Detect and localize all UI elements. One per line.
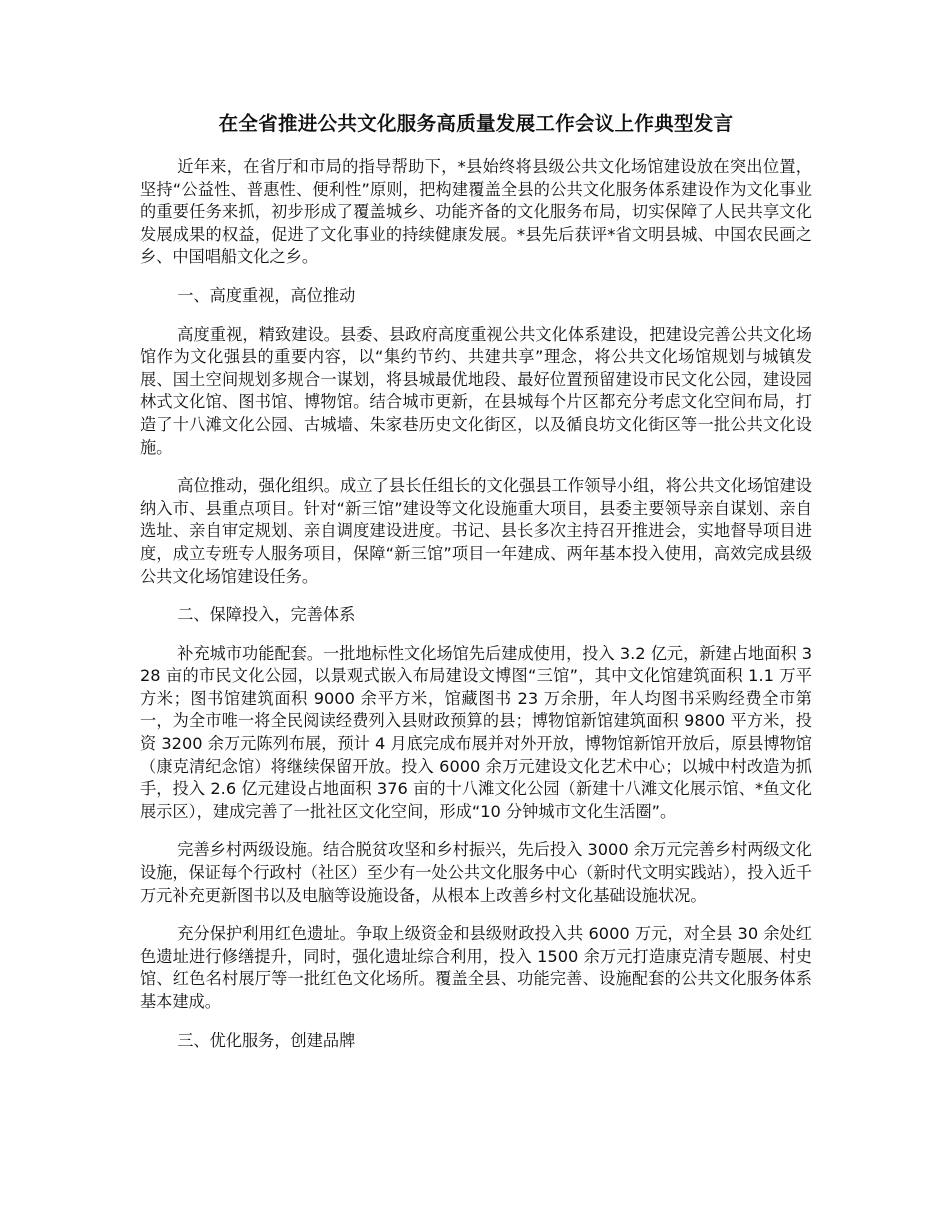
section-heading-2: 二、保障投入，完善体系: [177, 605, 356, 625]
intro-paragraph: 近年来，在省厅和市局的指导帮助下，*县始终将县级公共文化场馆建设放在突出位置，坚持“公益性、普惠性、便利性”原则，把构建覆盖全县的公共文化服务体系建设作为文化事业的重要任务来抓，初步形成了覆盖城乡、功能齐备的文化服务布局，切实保障了人民共享文化发展成果的权益，促进了文化事业的持续健康发展。*县先后获评*省文明县城、中国农民画之乡、中国唱船文化之乡。: [140, 157, 812, 267]
section-heading-1: 一、高度重视，高位推动: [177, 285, 356, 305]
section-heading-3: 三、优化服务，创建品牌: [177, 1030, 356, 1050]
section1-paragraph-2: 高位推动，强化组织。成立了县长任组长的文化强县工作领导小组，将公共文化场馆建设纳入市、县重点项目。针对“新三馆”建设等文化设施重大项目，县委主要领导亲自谋划、亲自选址、亲自审定规划、亲自调度建设进度。书记、县长多次主持召开推进会，实地督导项目进度，成立专班专人服务项目，保障“新三馆”项目一年建成、两年基本投入使用，高效完成县级公共文化场馆建设任务。: [140, 476, 812, 586]
document-page: [140, 110, 812, 1068]
document-title: 在全省推进公共文化服务高质量发展工作会议上作典型发言: [218, 112, 734, 135]
section2-paragraph-3: 充分保护利用红色遗址。争取上级资金和县级财政投入共 6000 万元，对全县 30 余处红色遗址进行修缮提升，同时，强化遗址综合利用，投入 1500 余万元打造康克清专题展、村史馆、红色名村展厅等一批红色文化场所。覆盖全县、功能完善、设施配套的公共文化服务体系基本建成。: [140, 924, 812, 1011]
section1-paragraph-1: 高度重视，精致建设。县委、县政府高度重视公共文化体系建设，把建设完善公共文化场馆作为文化强县的重要内容，以“集约节约、共建共享”理念，将公共文化场馆规划与城镇发展、国土空间规划多规合一谋划，将县城最优地段、最好位置预留建设市民文化公园，建设园林式文化馆、图书馆、博物馆。结合城市更新，在县城每个片区都充分考虑文化空间布局，打造了十八滩文化公园、古城墙、朱家巷历史文化街区，以及循良坊文化街区等一批公共文化设施。: [140, 324, 812, 457]
section2-paragraph-2: 完善乡村两级设施。结合脱贫攻坚和乡村振兴，先后投入 3000 余万元完善乡村两级文化设施，保证每个行政村（社区）至少有一处公共文化服务中心（新时代文明实践站），投入近千万元补充更新图书以及电脑等设施设备，从根本上改善乡村文化基础设施状况。: [140, 840, 812, 905]
section2-paragraph-1: 补充城市功能配套。一批地标性文化场馆先后建成使用，投入 3.2 亿元，新建占地面积 328 亩的市民文化公园，以景观式嵌入布局建设文博图“三馆”，其中文化馆建筑面积 1.1 万平方米；图书馆建筑面积 9000 余平方米，馆藏图书 23 万余册，年人均图书采购经费全市第一，为全市唯一将全民阅读经费列入县财政预算的县；博物馆新馆建筑面积 9800 平方米，投资 3200 余万元陈列布展，预计 4 月底完成布展并对外开放，博物馆新馆开放后，原县博物馆（康克清纪念馆）将继续保留开放。投入 6000 余万元建设文化艺术中心；以城中村改造为抓手，投入 2.6 亿元建设占地面积 376 亩的十八滩文化公园（新建十八滩文化展示馆、*鱼文化展示区），建成完善了一批社区文化空间，形成“10 分钟城市文化生活圈”。: [140, 643, 812, 821]
